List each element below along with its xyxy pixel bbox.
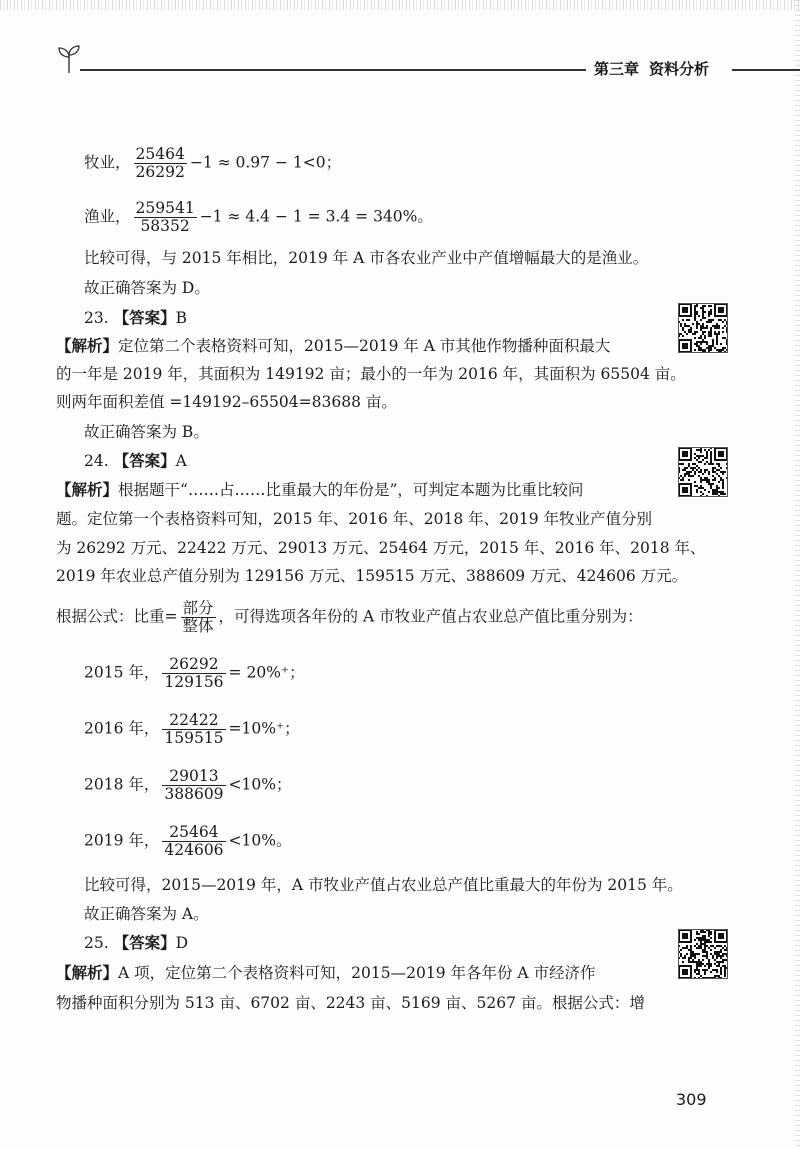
calc-line-2016: 2016 年， $\frac{22422}{159515}$ =10%⁺； bbox=[84, 711, 300, 747]
text-line: 故正确答案为 A。 bbox=[84, 905, 209, 923]
analysis-line: 【解析】定位第二个表格资料可知，2015—2019 年 A 市其他作物播种面积最大 bbox=[56, 337, 611, 355]
formula-line: 根据公式：比重= $\frac{\text{部分}}{\text{整体}}$ ，可得选项各年份的 A 市牧业产值占农业总产值比重分别为： bbox=[56, 599, 643, 635]
calc-line-animal: 牧业， $\frac{25464}{26292}$ −1 ≈ 0.97 − 1<0； bbox=[84, 145, 342, 181]
qr-code-icon[interactable] bbox=[678, 303, 728, 353]
scan-noise-right bbox=[795, 0, 800, 1149]
question-24-answer: 24. 【答案】A bbox=[84, 452, 187, 470]
analysis-line: 的一年是 2019 年，其面积为 149192 亩；最小的一年为 2016 年，其面积为 65504 亩。 bbox=[56, 365, 686, 383]
question-25-answer: 25. 【答案】D bbox=[84, 934, 189, 952]
question-23-answer: 23. 【答案】B bbox=[84, 309, 188, 327]
analysis-line: 则两年面积差值 =149192–65504=83688 亩。 bbox=[56, 393, 397, 411]
analysis-line: 2019 年农业总产值分别为 129156 万元、159515 万元、388609 万元、424606 万元。 bbox=[56, 567, 688, 585]
page-number: 309 bbox=[676, 1090, 707, 1109]
qr-code-icon[interactable] bbox=[678, 929, 728, 979]
chapter-title: 第三章 资料分析 bbox=[594, 60, 710, 78]
header-rule-left bbox=[80, 69, 586, 71]
text-line: 比较可得，与 2015 年相比，2019 年 A 市各农业产业中产值增幅最大的是渔业。 bbox=[84, 249, 649, 267]
analysis-line: 物播种面积分别为 513 亩、6702 亩、2243 亩、5169 亩、5267 亩。根据公式：增 bbox=[56, 994, 645, 1012]
calc-line-2018: 2018 年， $\frac{29013}{388609}$ <10%； bbox=[84, 767, 292, 803]
calc-line-fishery: 渔业， $\frac{259541}{58352}$ −1 ≈ 4.4 − 1 = 3.4 = 340%。 bbox=[84, 199, 433, 235]
analysis-line: 【解析】A 项，定位第二个表格资料可知，2015—2019 年各年份 A 市经济作 bbox=[56, 964, 596, 982]
calc-line-2019: 2019 年， $\frac{25464}{424606}$ <10%。 bbox=[84, 823, 292, 859]
header-rule-right bbox=[732, 69, 800, 71]
calc-line-2015: 2015 年， $\frac{26292}{129156}$ = 20%⁺； bbox=[84, 655, 305, 691]
analysis-line: 【解析】根据题干“……占……比重最大的年份是”，可判定本题为比重比较问 bbox=[56, 481, 584, 499]
text-line: 比较可得，2015—2019 年，A 市牧业产值占农业总产值比重最大的年份为 2015 年。 bbox=[84, 876, 683, 894]
text-line: 故正确答案为 D。 bbox=[84, 279, 210, 297]
analysis-line: 题。定位第一个表格资料可知，2015 年、2016 年、2018 年、2019 年牧业产值分别 bbox=[56, 510, 652, 528]
qr-code-icon[interactable] bbox=[678, 447, 728, 497]
page-header bbox=[0, 0, 800, 100]
text-line: 故正确答案为 B。 bbox=[84, 423, 209, 441]
analysis-line: 为 26292 万元、22422 万元、29013 万元、25464 万元，2015 年、2016 年、2018 年、 bbox=[56, 539, 706, 557]
sprout-icon bbox=[56, 44, 82, 74]
